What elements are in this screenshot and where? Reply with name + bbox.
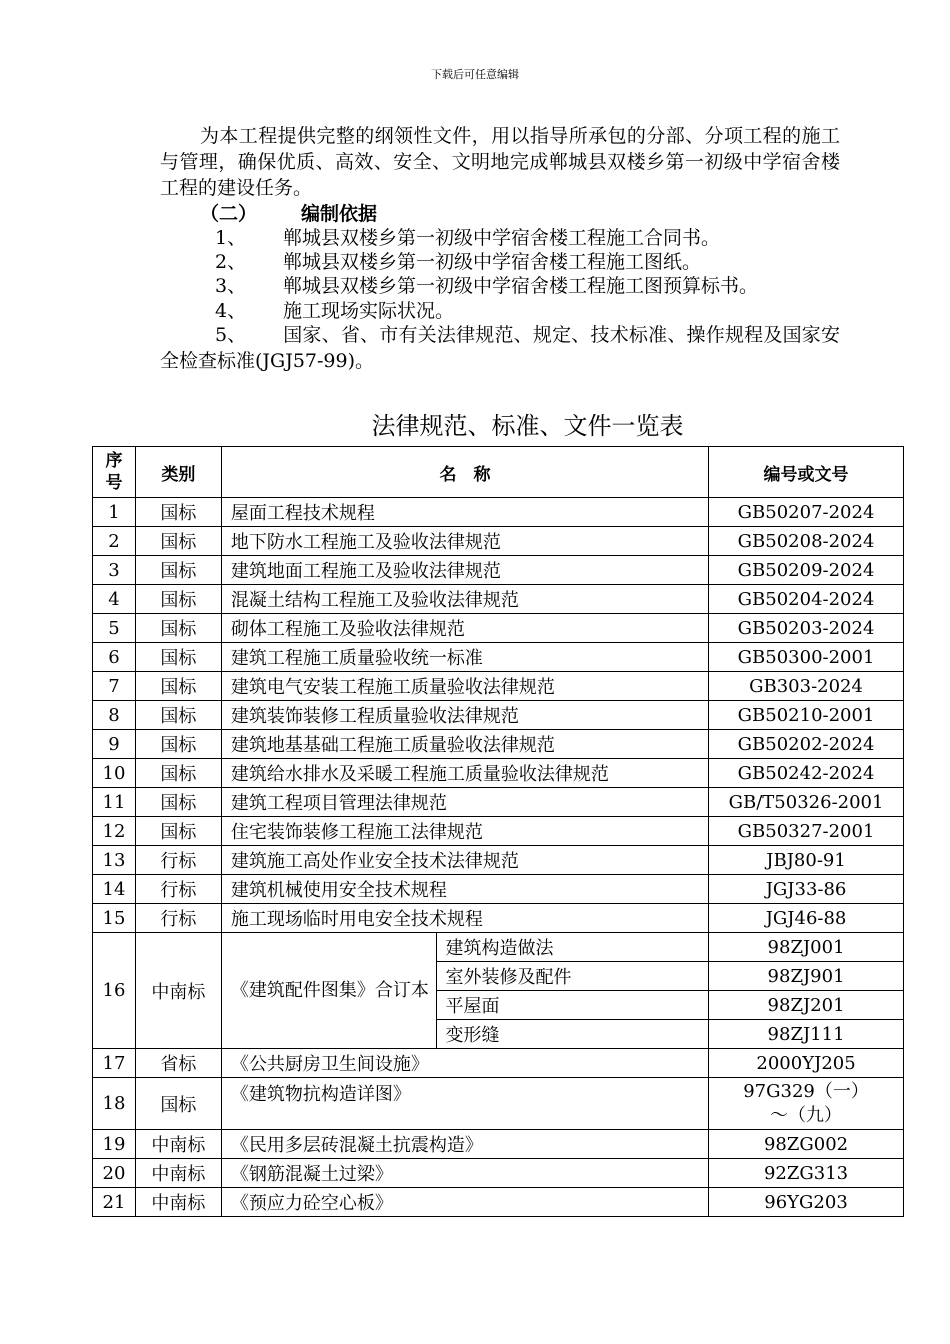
cell-type: 国标 — [135, 672, 221, 701]
table-row — [93, 643, 904, 672]
cell-code: 98ZJ201 — [709, 991, 904, 1020]
cell-code: 2000YJ205 — [709, 1049, 904, 1078]
cell-code: 96YG203 — [709, 1188, 904, 1217]
cell-type: 中南标 — [135, 1188, 221, 1217]
basis-number: 1、 — [215, 227, 247, 249]
table-row — [93, 933, 904, 962]
cell-code: GB303-2024 — [709, 672, 904, 701]
table-row — [93, 846, 904, 875]
cell-name: 屋面工程技术规程 — [221, 498, 708, 527]
table-row — [93, 585, 904, 614]
intro-paragraph: 为本工程提供完整的纲领性文件，用以指导所承包的分部、分项工程的施工与管理，确保优质、高效、安全、文明地完成郸城县双楼乡第一初级中学宿舍楼工程的建设任务。 — [160, 125, 840, 199]
header-seq: 序 号 — [93, 447, 136, 498]
header-type: 类别 — [135, 447, 221, 498]
standards-table — [92, 446, 904, 1217]
cell-name: 建筑地基基础工程施工质量验收法律规范 — [221, 730, 708, 759]
cell-name: 建筑地面工程施工及验收法律规范 — [221, 556, 708, 585]
cell-seq: 2 — [93, 527, 136, 556]
cell-type: 中南标 — [135, 1159, 221, 1188]
cell-code: 92ZG313 — [709, 1159, 904, 1188]
cell-type: 国标 — [135, 817, 221, 846]
cell-seq: 3 — [93, 556, 136, 585]
basis-text: 郸城县双楼乡第一初级中学宿舍楼工程施工合同书。 — [283, 227, 721, 249]
page-header: 下载后可任意编辑 — [431, 68, 519, 81]
cell-type: 国标 — [135, 1078, 221, 1130]
cell-seq: 8 — [93, 701, 136, 730]
table-row — [93, 1078, 904, 1130]
cell-type: 国标 — [135, 498, 221, 527]
cell-seq: 13 — [93, 846, 136, 875]
cell-seq: 14 — [93, 875, 136, 904]
cell-code: GB/T50326-2001 — [709, 788, 904, 817]
cell-code: GB50203-2024 — [709, 614, 904, 643]
table-row — [93, 875, 904, 904]
section-heading — [200, 199, 377, 226]
cell-seq: 10 — [93, 759, 136, 788]
cell-sub-name: 平屋面 — [436, 991, 709, 1020]
cell-code: GB50210-2001 — [709, 701, 904, 730]
basis-text: 郸城县双楼乡第一初级中学宿舍楼工程施工图预算标书。 — [283, 275, 759, 297]
basis-text: 郸城县双楼乡第一初级中学宿舍楼工程施工图纸。 — [283, 251, 702, 273]
cell-name: 建筑机械使用安全技术规程 — [221, 875, 708, 904]
cell-name: 地下防水工程施工及验收法律规范 — [221, 527, 708, 556]
basis-item — [215, 225, 720, 251]
header-code: 编号或文号 — [709, 447, 904, 498]
cell-type: 行标 — [135, 846, 221, 875]
cell-sub-name: 建筑构造做法 — [436, 933, 709, 962]
cell-code: JBJ80-91 — [709, 846, 904, 875]
basis-number: 4、 — [215, 300, 247, 322]
table-row — [93, 788, 904, 817]
cell-type: 国标 — [135, 585, 221, 614]
cell-code: 98ZG002 — [709, 1130, 904, 1159]
table-row — [93, 730, 904, 759]
cell-name: 建筑电气安装工程施工质量验收法律规范 — [221, 672, 708, 701]
table-row — [93, 498, 904, 527]
cell-type: 国标 — [135, 643, 221, 672]
cell-code: GB50327-2001 — [709, 817, 904, 846]
cell-name: 住宅装饰装修工程施工法律规范 — [221, 817, 708, 846]
basis-number: 2、 — [215, 251, 247, 273]
cell-type: 国标 — [135, 730, 221, 759]
cell-name: 建筑工程项目管理法律规范 — [221, 788, 708, 817]
cell-name: 《民用多层砖混凝土抗震构造》 — [221, 1130, 708, 1159]
cell-seq: 15 — [93, 904, 136, 933]
cell-type: 国标 — [135, 759, 221, 788]
cell-seq: 17 — [93, 1049, 136, 1078]
basis-number: 5、 — [215, 324, 247, 346]
cell-code: JGJ46-88 — [709, 904, 904, 933]
cell-name: 建筑施工高处作业安全技术法律规范 — [221, 846, 708, 875]
cell-name: 砌体工程施工及验收法律规范 — [221, 614, 708, 643]
cell-code: 98ZJ111 — [709, 1020, 904, 1049]
cell-seq: 11 — [93, 788, 136, 817]
cell-name: 建筑装饰装修工程质量验收法律规范 — [221, 701, 708, 730]
cell-code: GB50208-2024 — [709, 527, 904, 556]
header-name: 名 称 — [221, 447, 708, 498]
table-header-row — [93, 447, 904, 498]
cell-name: 施工现场临时用电安全技术规程 — [221, 904, 708, 933]
cell-type: 国标 — [135, 788, 221, 817]
basis-text: 施工现场实际状况。 — [283, 300, 455, 322]
cell-code: GB50207-2024 — [709, 498, 904, 527]
cell-seq: 4 — [93, 585, 136, 614]
table-row — [93, 1130, 904, 1159]
cell-type: 国标 — [135, 614, 221, 643]
section-number: （二） — [200, 203, 258, 225]
cell-sub-name: 室外装修及配件 — [436, 962, 709, 991]
table-row — [93, 1159, 904, 1188]
cell-name: 《公共厨房卫生间设施》 — [221, 1049, 708, 1078]
cell-type: 省标 — [135, 1049, 221, 1078]
cell-seq: 12 — [93, 817, 136, 846]
cell-type: 中南标 — [135, 933, 221, 1049]
table-row — [93, 672, 904, 701]
basis-item — [160, 322, 840, 374]
cell-seq: 21 — [93, 1188, 136, 1217]
cell-name: 《建筑物抗构造详图》 — [221, 1078, 708, 1130]
basis-text: 国家、省、市有关法律规范、规定、技术标准、操作规程及国家安全检查标准(JGJ57-99)。 — [160, 324, 840, 372]
cell-code: 97G329（一）～（九） — [709, 1078, 904, 1130]
basis-item — [215, 249, 701, 275]
cell-code: 98ZJ001 — [709, 933, 904, 962]
table-row — [93, 904, 904, 933]
cell-type: 国标 — [135, 527, 221, 556]
cell-code: GB50300-2001 — [709, 643, 904, 672]
basis-item — [215, 273, 758, 299]
cell-seq: 18 — [93, 1078, 136, 1130]
table-row — [93, 817, 904, 846]
cell-seq: 1 — [93, 498, 136, 527]
cell-code: GB50202-2024 — [709, 730, 904, 759]
cell-type: 中南标 — [135, 1130, 221, 1159]
cell-code: 98ZJ901 — [709, 962, 904, 991]
basis-number: 3、 — [215, 275, 247, 297]
cell-name: 《预应力砼空心板》 — [221, 1188, 708, 1217]
cell-type: 行标 — [135, 875, 221, 904]
table-row — [93, 527, 904, 556]
table-row — [93, 614, 904, 643]
cell-seq: 6 — [93, 643, 136, 672]
cell-type: 国标 — [135, 556, 221, 585]
cell-seq: 9 — [93, 730, 136, 759]
cell-type: 行标 — [135, 904, 221, 933]
basis-item — [215, 298, 454, 324]
cell-seq: 20 — [93, 1159, 136, 1188]
cell-code: GB50204-2024 — [709, 585, 904, 614]
table-row — [93, 556, 904, 585]
cell-code: JGJ33-86 — [709, 875, 904, 904]
table-row — [93, 1049, 904, 1078]
cell-name: 建筑给水排水及采暖工程施工质量验收法律规范 — [221, 759, 708, 788]
table-row — [93, 759, 904, 788]
table-row — [93, 701, 904, 730]
cell-code: GB50209-2024 — [709, 556, 904, 585]
cell-name: 建筑工程施工质量验收统一标准 — [221, 643, 708, 672]
cell-seq: 16 — [93, 933, 136, 1049]
cell-name: 《建筑配件图集》合订本 — [221, 933, 436, 1049]
table-title: 法律规范、标准、文件一览表 — [371, 412, 684, 440]
cell-type: 国标 — [135, 701, 221, 730]
section-title: 编制依据 — [301, 203, 378, 225]
table-row — [93, 1188, 904, 1217]
cell-name: 《钢筋混凝土过梁》 — [221, 1159, 708, 1188]
cell-name: 混凝土结构工程施工及验收法律规范 — [221, 585, 708, 614]
cell-sub-name: 变形缝 — [436, 1020, 709, 1049]
cell-seq: 19 — [93, 1130, 136, 1159]
cell-seq: 5 — [93, 614, 136, 643]
cell-seq: 7 — [93, 672, 136, 701]
cell-code: GB50242-2024 — [709, 759, 904, 788]
